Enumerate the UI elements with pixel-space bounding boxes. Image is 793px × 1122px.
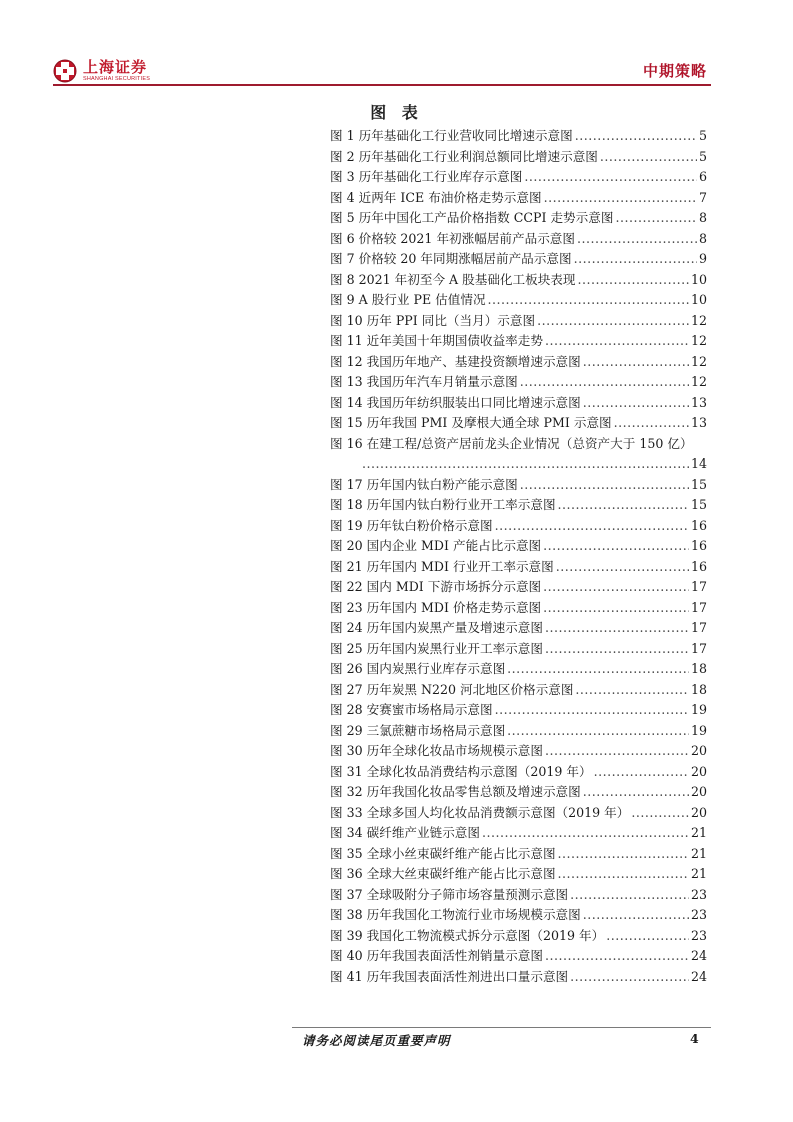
toc-entry[interactable] — [330, 208, 707, 229]
toc-entry-page: 5 — [698, 128, 707, 143]
toc-entry-page: 16 — [690, 517, 707, 533]
toc-entry-page: 13 — [690, 415, 707, 430]
toc-entry-label: 图 24 历年国内炭黑产量及增速示意图 — [330, 620, 543, 635]
toc-entry-label: 图 7 价格较 20 年同期涨幅居前产品示意图 — [330, 251, 572, 266]
toc-entry-page: 8 — [698, 210, 707, 225]
footer-divider — [292, 1027, 711, 1028]
toc-entry[interactable] — [330, 372, 707, 393]
toc-entry-label: 图 34 碳纤维产业链示意图 — [330, 825, 480, 840]
toc-entry[interactable] — [330, 844, 707, 865]
toc-leader-dots — [537, 311, 689, 332]
toc-entry[interactable] — [330, 762, 707, 783]
toc-entry-label: 图 40 历年我国表面活性剂销量示意图 — [330, 948, 543, 963]
toc-entry-page: 21 — [690, 866, 707, 881]
toc-leader-dots — [507, 721, 689, 742]
toc-entry[interactable] — [330, 864, 707, 885]
toc-leader-dots — [631, 803, 689, 824]
toc-entry-label: 图 27 历年炭黑 N220 河北地区价格示意图 — [330, 681, 574, 697]
toc-entry-page: 24 — [690, 968, 707, 984]
toc-leader-dots — [545, 741, 689, 762]
toc-entry-label: 图 3 历年基础化工行业库存示意图 — [330, 169, 523, 184]
toc-entry[interactable] — [330, 147, 707, 168]
toc-entry-page: 8 — [698, 230, 707, 246]
toc-entry-page: 20 — [690, 784, 707, 799]
toc-entry-page: 10 — [690, 292, 707, 307]
toc-entry-page: 14 — [690, 456, 707, 471]
toc-entry[interactable] — [330, 885, 707, 906]
toc-entry-page: 12 — [690, 374, 707, 389]
toc-leader-dots — [600, 147, 697, 168]
toc-entry[interactable] — [330, 167, 707, 188]
toc-entry[interactable] — [330, 475, 707, 496]
toc-entry-page: 9 — [698, 251, 707, 266]
page-header — [53, 56, 711, 86]
toc-entry-page: 17 — [690, 579, 707, 594]
toc-entry-page: 16 — [690, 558, 707, 574]
toc-entry-page: 12 — [690, 333, 707, 348]
toc-entry-label: 图 10 历年 PPI 同比（当月）示意图 — [330, 312, 536, 328]
toc-entry-page: 5 — [698, 148, 707, 164]
toc-entry-wrapped-continuation[interactable] — [330, 454, 707, 475]
toc-entry-page: 18 — [690, 661, 707, 676]
toc-entry-label: 图 16 在建工程/总资产居前龙头企业情况（总资产大于 150 亿） — [330, 435, 693, 451]
toc-entry-page: 15 — [690, 476, 707, 492]
toc-entry[interactable] — [330, 311, 707, 332]
toc-entry[interactable] — [330, 946, 707, 967]
toc-entry-label: 图 9 A 股行业 PE 估值情况 — [330, 292, 486, 307]
toc-entry-label: 图 19 历年钛白粉价格示意图 — [330, 517, 493, 533]
toc-leader-dots — [558, 864, 689, 885]
toc-entry[interactable] — [330, 352, 707, 373]
toc-leader-dots — [583, 393, 689, 414]
toc-entry[interactable] — [330, 249, 707, 270]
toc-entry-page: 19 — [690, 702, 707, 717]
toc-entry[interactable] — [330, 680, 707, 701]
toc-entry-label: 图 35 全球小丝束碳纤维产能占比示意图 — [330, 845, 556, 861]
toc-leader-dots — [543, 577, 689, 598]
toc-entry-label: 图 15 历年我国 PMI 及摩根大通全球 PMI 示意图 — [330, 415, 612, 430]
toc-leader-dots — [570, 967, 689, 988]
toc-entry[interactable] — [330, 967, 707, 988]
footer-disclaimer: 请务必阅读尾页重要声明 — [302, 1033, 451, 1048]
toc-entry[interactable] — [330, 188, 707, 209]
toc-entry-page: 24 — [690, 948, 707, 963]
toc-entry-label: 图 29 三氯蔗糖市场格局示意图 — [330, 722, 506, 738]
toc-leader-dots — [556, 557, 689, 578]
toc-leader-dots — [482, 823, 689, 844]
toc-leader-dots — [614, 413, 689, 434]
logo-chinese-name: 上海证券 — [83, 57, 148, 76]
toc-entry-label: 图 26 国内炭黑行业库存示意图 — [330, 661, 506, 676]
toc-leader-dots — [543, 598, 689, 619]
toc-leader-dots — [558, 844, 689, 865]
toc-entry[interactable] — [330, 905, 707, 926]
toc-entry[interactable] — [330, 782, 707, 803]
toc-entry[interactable] — [330, 331, 707, 352]
toc-leader-dots — [558, 495, 689, 516]
toc-entry-page: 20 — [690, 743, 707, 758]
toc-entry-label: 图 17 历年国内钛白粉产能示意图 — [330, 476, 518, 492]
toc-entry[interactable] — [330, 700, 707, 721]
toc-entry[interactable] — [330, 413, 707, 434]
toc-entry-label: 图 23 历年国内 MDI 价格走势示意图 — [330, 599, 542, 615]
toc-entry-page: 17 — [690, 640, 707, 656]
toc-leader-dots — [545, 331, 689, 352]
toc-entry-label: 图 41 历年我国表面活性剂进出口量示意图 — [330, 968, 569, 984]
toc-leader-dots — [543, 536, 689, 557]
toc-entry[interactable] — [330, 126, 707, 147]
toc-entry-label: 图 14 我国历年纺织服装出口同比增速示意图 — [330, 394, 581, 410]
toc-entry[interactable] — [330, 229, 707, 250]
toc-entry[interactable] — [330, 393, 707, 414]
toc-entry-label: 图 5 历年中国化工产品价格指数 CCPI 走势示意图 — [330, 210, 614, 225]
toc-entry[interactable] — [330, 639, 707, 660]
toc-entry[interactable] — [330, 516, 707, 537]
toc-leader-dots — [615, 208, 697, 229]
toc-leader-dots — [606, 926, 689, 947]
toc-leader-dots — [545, 946, 689, 967]
toc-entry-label: 图 32 历年我国化妆品零售总额及增速示意图 — [330, 784, 581, 799]
toc-leader-dots — [594, 762, 689, 783]
toc-leader-dots — [488, 290, 689, 311]
toc-entry-label: 图 20 国内企业 MDI 产能占比示意图 — [330, 538, 542, 553]
toc-entry[interactable] — [330, 803, 707, 824]
toc-leader-dots — [583, 905, 689, 926]
toc-entry-label: 图 36 全球大丝束碳纤维产能占比示意图 — [330, 866, 556, 881]
toc-entry-page: 19 — [690, 722, 707, 738]
toc-entry-page: 10 — [690, 271, 707, 287]
toc-entry[interactable] — [330, 536, 707, 557]
toc-leader-dots — [570, 885, 689, 906]
toc-entry-label: 图 18 历年国内钛白粉行业开工率示意图 — [330, 497, 556, 512]
toc-entry-label: 图 13 我国历年汽车月销量示意图 — [330, 374, 518, 389]
toc-entry[interactable] — [330, 618, 707, 639]
toc-leader-dots — [520, 372, 689, 393]
shanghai-securities-logo-icon — [53, 59, 77, 83]
toc-entry-label: 图 39 我国化工物流模式拆分示意图（2019 年） — [330, 927, 605, 943]
toc-entry[interactable] — [330, 557, 707, 578]
toc-entry-page: 21 — [690, 845, 707, 861]
toc-entry-page: 23 — [690, 927, 707, 943]
toc-leader-dots — [545, 639, 689, 660]
toc-leader-dots — [583, 782, 689, 803]
toc-title: 图 表 — [370, 103, 423, 122]
toc-entry-page: 6 — [698, 169, 707, 184]
toc-leader-dots — [495, 516, 689, 537]
toc-entry-label: 图 2 历年基础化工行业利润总额同比增速示意图 — [330, 148, 598, 164]
toc-entry-page: 15 — [690, 497, 707, 512]
toc-leader-dots — [495, 700, 689, 721]
toc-entry-label: 图 6 价格较 2021 年初涨幅居前产品示意图 — [330, 230, 575, 246]
toc-entry-label: 图 12 我国历年地产、基建投资额增速示意图 — [330, 353, 581, 369]
toc-leader-dots — [507, 659, 689, 680]
toc-entry-label: 图 11 近年美国十年期国债收益率走势 — [330, 333, 543, 348]
toc-entry-page: 18 — [690, 681, 707, 697]
toc-entry-page: 20 — [690, 763, 707, 779]
toc-leader-dots — [575, 680, 689, 701]
toc-leader-dots — [544, 188, 697, 209]
toc-entry-page: 23 — [690, 886, 707, 902]
toc-entry[interactable] — [330, 823, 707, 844]
toc-entry-label: 图 4 近两年 ICE 布油价格走势示意图 — [330, 189, 542, 205]
toc-entry[interactable] — [330, 741, 707, 762]
toc-entry-label: 图 21 历年国内 MDI 行业开工率示意图 — [330, 558, 554, 574]
toc-entry-label: 图 31 全球化妆品消费结构示意图（2019 年） — [330, 763, 592, 779]
toc-entry-label: 图 28 安赛蜜市场格局示意图 — [330, 702, 493, 717]
company-logo — [53, 58, 150, 84]
page-number: 4 — [690, 1031, 699, 1046]
toc-leader-dots — [574, 249, 697, 270]
toc-leader-dots — [575, 126, 697, 147]
toc-entry-wrapped[interactable] — [330, 434, 707, 455]
toc-entry-page: 21 — [690, 825, 707, 840]
toc-entry[interactable] — [330, 290, 707, 311]
toc-entry[interactable] — [330, 598, 707, 619]
toc-entry-label: 图 38 历年我国化工物流行业市场规模示意图 — [330, 907, 581, 922]
toc-leader-dots — [545, 618, 689, 639]
logo-english-name: SHANGHAI SECURITIES — [83, 75, 151, 82]
toc-entry-label: 图 22 国内 MDI 下游市场拆分示意图 — [330, 579, 542, 594]
toc-entry-page: 17 — [690, 599, 707, 615]
toc-entry-page: 7 — [698, 189, 707, 205]
toc-entry[interactable] — [330, 926, 707, 947]
toc-entry-page: 16 — [690, 538, 707, 553]
toc-entry-page: 20 — [690, 804, 707, 820]
toc-leader-dots — [524, 167, 697, 188]
document-type-label: 中期策略 — [642, 62, 707, 80]
toc-entry-label: 图 25 历年国内炭黑行业开工率示意图 — [330, 640, 543, 656]
toc-leader-dots — [583, 352, 689, 373]
toc-entry-page: 17 — [690, 620, 707, 635]
toc-entry-label: 图 30 历年全球化妆品市场规模示意图 — [330, 743, 543, 758]
toc-entry-label: 图 37 全球吸附分子筛市场容量预测示意图 — [330, 886, 569, 902]
header-divider — [53, 84, 711, 86]
toc-entry-page: 12 — [690, 312, 707, 328]
toc-entry-label: 图 8 2021 年初至今 A 股基础化工板块表现 — [330, 271, 576, 287]
toc-entry[interactable] — [330, 659, 707, 680]
toc-entry-page: 12 — [690, 353, 707, 369]
toc-entry-label: 图 1 历年基础化工行业营收同比增速示意图 — [330, 128, 573, 143]
toc-entry[interactable] — [330, 495, 707, 516]
toc-entry[interactable] — [330, 721, 707, 742]
toc-leader-dots — [362, 454, 689, 475]
toc-entry-page: 23 — [690, 907, 707, 922]
toc-entry[interactable] — [330, 270, 707, 291]
toc-leader-dots — [520, 475, 689, 496]
figure-list — [330, 126, 707, 987]
toc-entry[interactable] — [330, 577, 707, 598]
toc-entry-label: 图 33 全球多国人均化妆品消费额示意图（2019 年） — [330, 804, 630, 820]
toc-entry-page: 13 — [690, 394, 707, 410]
toc-leader-dots — [577, 229, 697, 250]
toc-leader-dots — [578, 270, 689, 291]
